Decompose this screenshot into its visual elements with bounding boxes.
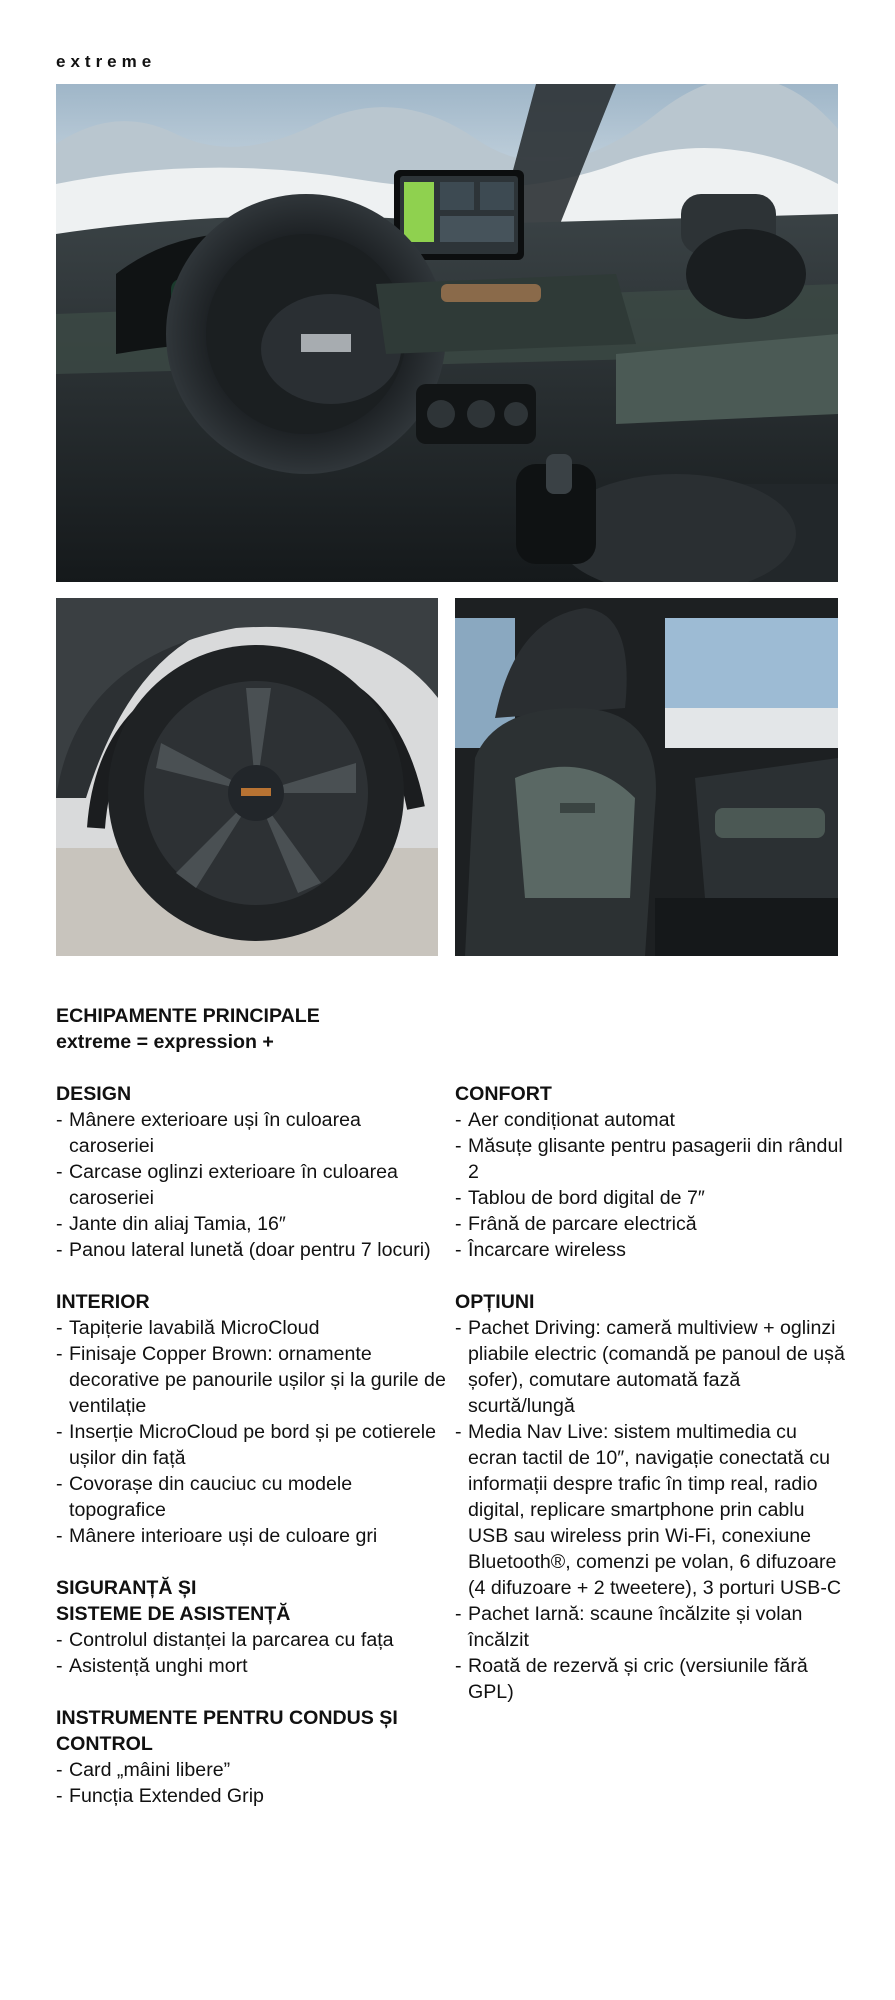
safety-heading-line2: SISTEME DE ASISTENȚĂ bbox=[56, 1603, 291, 1625]
interior-list bbox=[56, 1315, 451, 1549]
section-subtitle: extreme = expression + bbox=[56, 1031, 274, 1053]
list-item: - Card „mâini libere” bbox=[56, 1757, 451, 1783]
right-column bbox=[455, 1081, 847, 1731]
list-item: - Panou lateral lunetă (doar pentru 7 locuri) bbox=[56, 1237, 451, 1263]
list-item: - Finisaje Copper Brown: ornamente decorative pe panourile ușilor și la gurile de ventilație bbox=[56, 1341, 451, 1419]
safety-heading-line1: SIGURANȚĂ ȘI bbox=[56, 1577, 197, 1599]
comfort-section bbox=[455, 1081, 847, 1263]
list-item: - Pachet Iarnă: scaune încălzite și volan încălzit bbox=[455, 1601, 847, 1653]
design-heading: DESIGN bbox=[56, 1083, 132, 1105]
list-item: - Pachet Driving: cameră multiview + oglinzi pliabile electric (comandă pe panoul de ușă șofer), comutare automată fază scurtă/lungă bbox=[455, 1315, 847, 1419]
list-item: - Aer condiționat automat bbox=[455, 1107, 847, 1133]
list-item: - Tapițerie lavabilă MicroCloud bbox=[56, 1315, 451, 1341]
front-seat-photo bbox=[455, 598, 838, 956]
list-item: - Roată de rezervă și cric (versiunile fără GPL) bbox=[455, 1653, 847, 1705]
options-heading: OPȚIUNI bbox=[455, 1291, 535, 1313]
list-item: - Funcția Extended Grip bbox=[56, 1783, 451, 1809]
trim-label: extreme bbox=[56, 52, 157, 71]
safety-section bbox=[56, 1575, 451, 1679]
safety-list bbox=[56, 1627, 451, 1679]
section-title: ECHIPAMENTE PRINCIPALE bbox=[56, 1005, 320, 1027]
driving-section bbox=[56, 1705, 451, 1809]
list-item: - Covorașe din cauciuc cu modele topografice bbox=[56, 1471, 451, 1523]
design-list bbox=[56, 1107, 451, 1263]
list-item: - Tablou de bord digital de 7″ bbox=[455, 1185, 847, 1211]
list-item: - Jante din aliaj Tamia, 16″ bbox=[56, 1211, 451, 1237]
interior-heading: INTERIOR bbox=[56, 1291, 150, 1313]
list-item: - Frână de parcare electrică bbox=[455, 1211, 847, 1237]
list-item: - Încarcare wireless bbox=[455, 1237, 847, 1263]
comfort-list bbox=[455, 1107, 847, 1263]
list-item: - Asistență unghi mort bbox=[56, 1653, 451, 1679]
list-item: - Mânere interioare uși de culoare gri bbox=[56, 1523, 451, 1549]
intro-block bbox=[56, 1003, 456, 1055]
comfort-heading: CONFORT bbox=[455, 1083, 552, 1105]
driving-heading: INSTRUMENTE PENTRU CONDUS ȘI CONTROL bbox=[56, 1707, 398, 1755]
options-list bbox=[455, 1315, 847, 1705]
dashboard-interior-photo bbox=[56, 84, 838, 582]
list-item: - Mânere exterioare uși în culoarea caroseriei bbox=[56, 1107, 451, 1159]
options-section bbox=[455, 1289, 847, 1705]
list-item: - Măsuțe glisante pentru pasagerii din rândul 2 bbox=[455, 1133, 847, 1185]
list-item: - Carcase oglinzi exterioare în culoarea caroseriei bbox=[56, 1159, 451, 1211]
driving-list bbox=[56, 1757, 451, 1809]
design-section bbox=[56, 1081, 451, 1263]
left-column bbox=[56, 1081, 451, 1835]
list-item: - Inserție MicroCloud pe bord și pe cotierele ușilor din față bbox=[56, 1419, 451, 1471]
interior-section bbox=[56, 1289, 451, 1549]
alloy-wheel-photo bbox=[56, 598, 438, 956]
list-item: - Controlul distanței la parcarea cu fața bbox=[56, 1627, 451, 1653]
list-item: - Media Nav Live: sistem multimedia cu ecran tactil de 10″, navigație conectată cu informații despre trafic în timp real, radio digital, replicare smartphone prin cablu USB sau wireless prin Wi-Fi, conexiune Bluetooth®, comenzi pe volan, 6 difuzoare (4 difuzoare + 2 tweetere), 3 porturi USB-C bbox=[455, 1419, 847, 1601]
